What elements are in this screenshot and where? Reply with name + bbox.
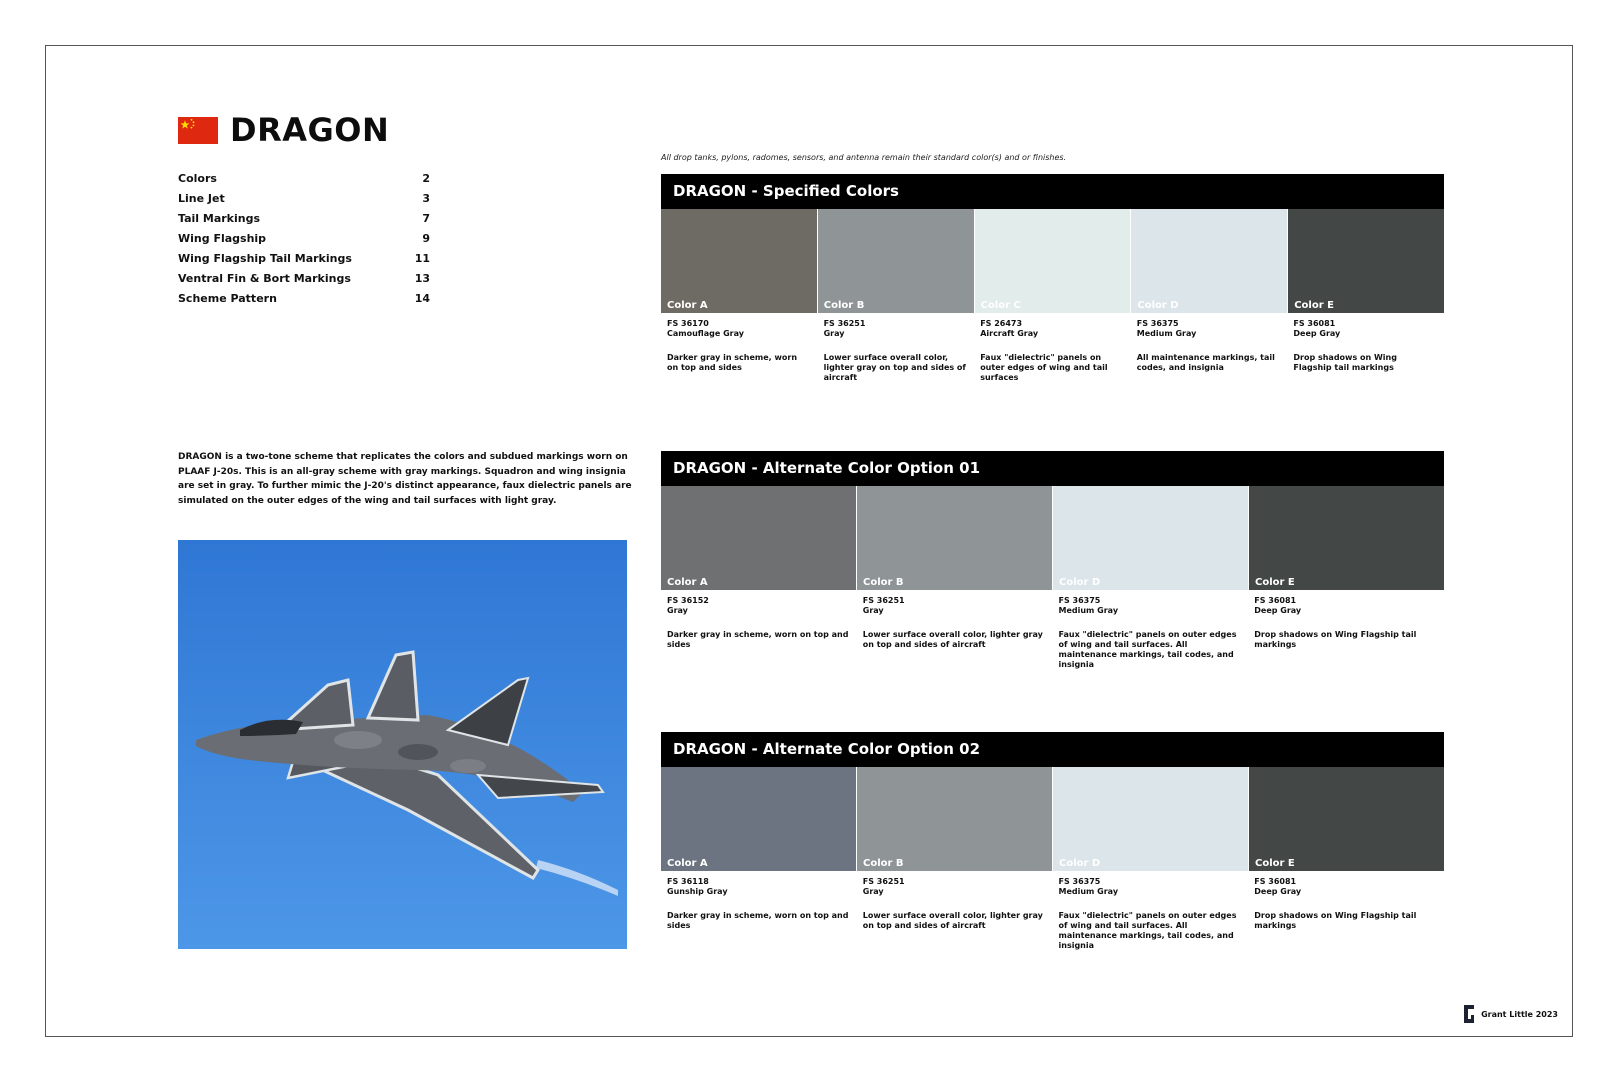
toc-item-page: 13 <box>414 272 430 285</box>
panel-title: DRAGON - Specified Colors <box>661 174 1444 209</box>
color-info <box>1248 871 1444 951</box>
color-info <box>974 313 1131 383</box>
color-swatch <box>1248 767 1444 871</box>
color-name: Gray <box>823 329 845 338</box>
swatch-label: Color A <box>667 858 708 869</box>
footer <box>1462 1004 1558 1024</box>
toc-item[interactable] <box>178 292 430 312</box>
color-name: Camouflage Gray <box>667 329 744 338</box>
color-info <box>818 313 975 383</box>
fs-code: FS 36081 <box>1293 319 1336 328</box>
toc-item[interactable] <box>178 192 430 212</box>
toc-item-label: Scheme Pattern <box>178 292 277 305</box>
toc-item-page: 3 <box>422 192 430 205</box>
color-usage: Lower surface overall color, lighter gray on top and sides of aircraft <box>862 630 1043 649</box>
fs-code: FS 26473 <box>980 319 1023 328</box>
color-info <box>661 313 818 383</box>
color-swatch <box>661 767 856 871</box>
toc-item-page: 7 <box>422 212 430 225</box>
color-name: Gunship Gray <box>667 887 728 896</box>
color-info <box>1287 313 1444 383</box>
china-flag-icon <box>178 117 218 144</box>
toc-item-label: Tail Markings <box>178 212 261 225</box>
toc-item-label: Ventral Fin & Bort Markings <box>178 272 351 285</box>
fs-code: FS 36375 <box>1136 319 1179 328</box>
swatch-label: Color E <box>1255 577 1295 588</box>
fs-code: FS 36170 <box>667 319 709 328</box>
toc-item-page: 14 <box>414 292 430 305</box>
color-info <box>1053 590 1249 670</box>
scheme-description: DRAGON is a two-tone scheme that replicates the colors and subdued markings worn on PLAAF J-20s. This is an all-gray scheme with gray markings. Squadron and wing insignia are set in gray. To further mimic the J-20's distinct appearance, faux dielectric panels are simulated on the outer edges of the wing and tail surfaces with light gray. <box>178 452 632 506</box>
color-info <box>661 590 857 670</box>
color-swatch <box>1052 486 1248 590</box>
toc-item[interactable] <box>178 272 430 292</box>
color-name: Aircraft Gray <box>980 329 1039 338</box>
color-info <box>661 871 857 951</box>
color-info <box>857 590 1053 670</box>
color-name: Medium Gray <box>1136 329 1197 338</box>
finishes-note: All drop tanks, pylons, radomes, sensors, and antenna remain their standard color(s) and or finishes. <box>661 153 1067 162</box>
toc-item[interactable] <box>178 252 430 272</box>
color-name: Gray <box>862 606 884 615</box>
toc-item-label: Wing Flagship Tail Markings <box>178 252 352 265</box>
color-usage: Darker gray in scheme, worn on top and sides <box>667 911 849 930</box>
swatch-label: Color E <box>1255 858 1295 869</box>
table-of-contents <box>178 172 430 312</box>
fs-code: FS 36251 <box>862 596 905 605</box>
color-name: Deep Gray <box>1254 606 1302 615</box>
fs-code: FS 36118 <box>667 877 709 886</box>
swatch-label: Color B <box>863 577 904 588</box>
color-info <box>1248 590 1444 670</box>
swatch-label: Color A <box>667 577 708 588</box>
color-name: Gray <box>667 606 688 615</box>
panel-title: DRAGON - Alternate Color Option 01 <box>661 451 1444 486</box>
color-swatch <box>1052 767 1248 871</box>
toc-item-label: Colors <box>178 172 217 185</box>
color-panel-alternate-01 <box>661 451 1444 670</box>
toc-item[interactable] <box>178 212 430 232</box>
color-usage: All maintenance markings, tail codes, and insignia <box>1136 353 1275 372</box>
swatch-label: Color D <box>1059 577 1101 588</box>
toc-item-label: Line Jet <box>178 192 225 205</box>
color-swatch <box>661 486 856 590</box>
color-swatch <box>661 209 817 313</box>
color-swatch <box>1130 209 1287 313</box>
fs-code: FS 36375 <box>1058 596 1101 605</box>
color-info <box>857 871 1053 951</box>
author-logo-icon <box>1462 1004 1476 1024</box>
color-usage: Lower surface overall color, lighter gray on top and sides of aircraft <box>862 911 1043 930</box>
toc-item[interactable] <box>178 172 430 192</box>
aircraft-photo <box>178 540 627 949</box>
toc-item[interactable] <box>178 232 430 252</box>
toc-item-page: 9 <box>422 232 430 245</box>
color-usage: Lower surface overall color, lighter gray on top and sides of aircraft <box>823 353 966 382</box>
color-name: Deep Gray <box>1254 887 1302 896</box>
fs-code: FS 36375 <box>1058 877 1101 886</box>
color-usage: Drop shadows on Wing Flagship tail markings <box>1254 911 1417 930</box>
swatch-label: Color D <box>1059 858 1101 869</box>
color-info <box>1053 871 1249 951</box>
color-swatch <box>856 767 1052 871</box>
color-swatch <box>974 209 1131 313</box>
color-usage: Faux "dielectric" panels on outer edges of wing and tail surfaces. All maintenance markings, tail codes, and insignia <box>1058 911 1237 950</box>
color-swatch <box>1287 209 1444 313</box>
page-title: DRAGON <box>230 111 390 149</box>
color-name: Medium Gray <box>1058 606 1119 615</box>
swatch-label: Color B <box>823 300 865 311</box>
color-name: Medium Gray <box>1058 887 1119 896</box>
swatch-label: Color A <box>667 300 708 311</box>
color-usage: Faux "dielectric" panels on outer edges of wing and tail surfaces. All maintenance markings, tail codes, and insignia <box>1058 630 1237 669</box>
fs-code: FS 36251 <box>823 319 866 328</box>
color-swatch <box>817 209 974 313</box>
fs-code: FS 36081 <box>1254 596 1297 605</box>
swatch-label: Color B <box>863 858 904 869</box>
color-usage: Faux "dielectric" panels on outer edges of wing and tail surfaces <box>980 353 1108 382</box>
color-usage: Drop shadows on Wing Flagship tail markings <box>1293 353 1397 372</box>
color-usage: Darker gray in scheme, worn on top and sides <box>667 353 798 372</box>
color-name: Gray <box>862 887 884 896</box>
fs-code: FS 36251 <box>862 877 905 886</box>
color-name: Deep Gray <box>1293 329 1341 338</box>
color-usage: Drop shadows on Wing Flagship tail markings <box>1254 630 1417 649</box>
toc-item-page: 11 <box>414 252 430 265</box>
fs-code: FS 36152 <box>667 596 709 605</box>
toc-item-label: Wing Flagship <box>178 232 267 245</box>
color-panel-specified <box>661 174 1444 383</box>
color-swatch <box>856 486 1052 590</box>
swatch-label: Color C <box>980 300 1021 311</box>
color-usage: Darker gray in scheme, worn on top and sides <box>667 630 849 649</box>
color-panel-alternate-02 <box>661 732 1444 951</box>
swatch-label: Color E <box>1294 300 1334 311</box>
toc-item-page: 2 <box>422 172 430 185</box>
footer-credit: Grant Little 2023 <box>1481 1009 1558 1019</box>
color-info <box>1131 313 1288 383</box>
swatch-label: Color D <box>1137 300 1179 311</box>
title-row <box>178 108 389 152</box>
fs-code: FS 36081 <box>1254 877 1297 886</box>
panel-title: DRAGON - Alternate Color Option 02 <box>661 732 1444 767</box>
color-swatch <box>1248 486 1444 590</box>
